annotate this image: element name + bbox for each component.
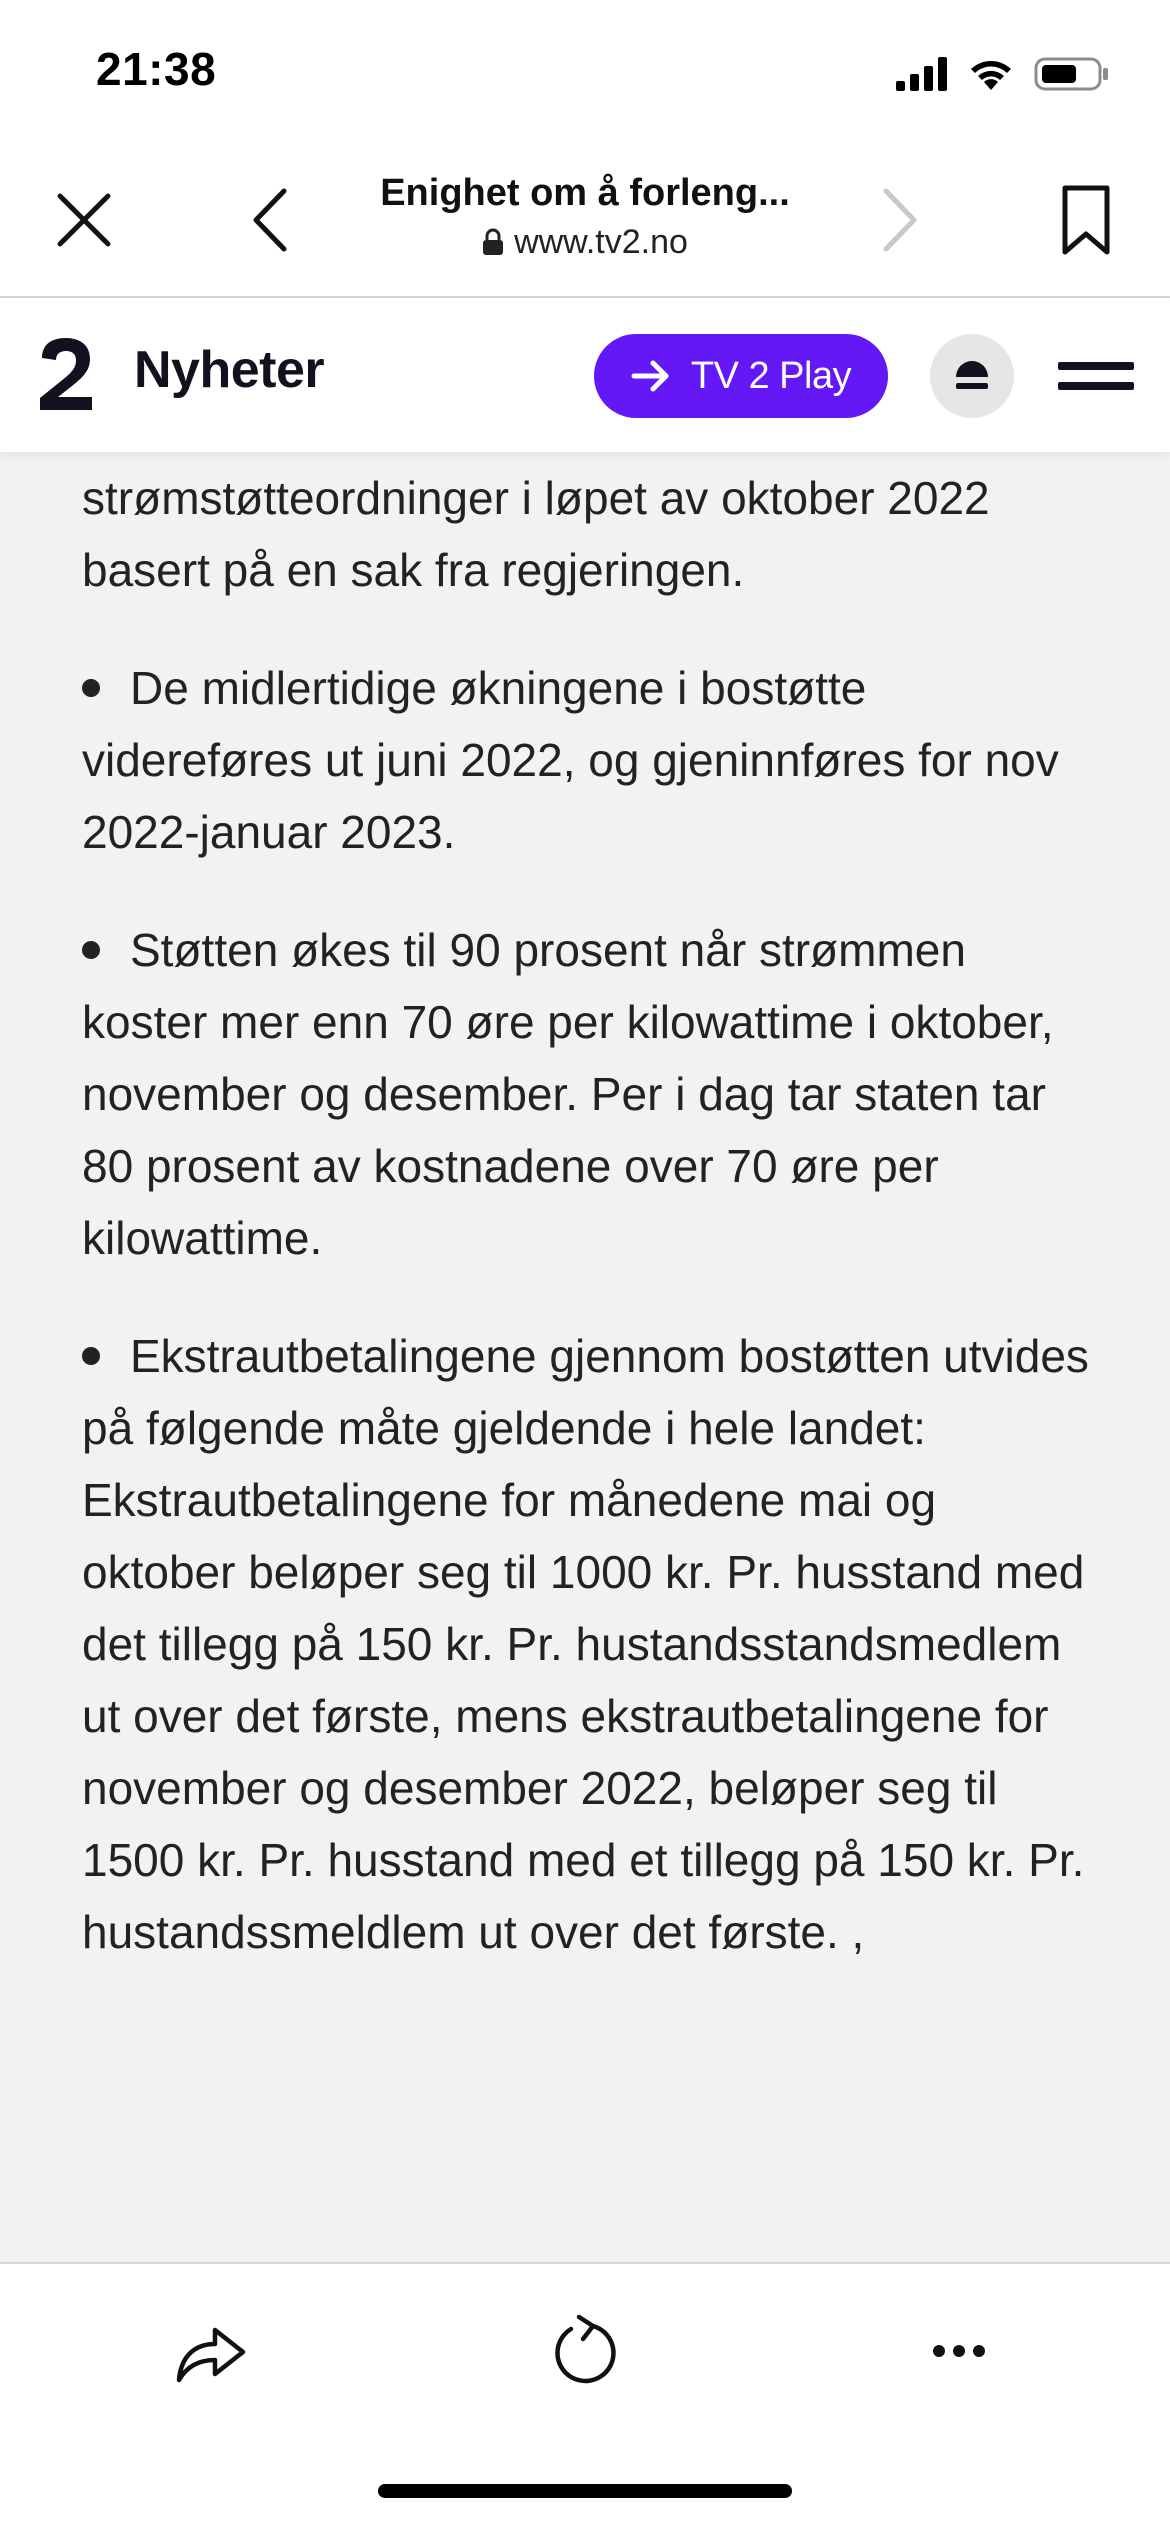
paragraph-text: De midlertidige økningene i bostøtte videreføres ut juni 2022, og gjeninnføres for nov 2022-januar 2023. xyxy=(82,662,1059,858)
article-bullet-item xyxy=(82,652,1092,868)
menu-icon-bar xyxy=(1058,382,1134,390)
tv2-play-button[interactable] xyxy=(594,334,888,418)
article-bullet-item xyxy=(82,914,1092,1274)
menu-button[interactable] xyxy=(1058,352,1134,400)
profile-button[interactable] xyxy=(930,334,1014,418)
status-time: 21:38 xyxy=(96,43,217,95)
bookmark-button[interactable] xyxy=(1046,180,1126,260)
share-icon xyxy=(173,2316,249,2386)
article-bullet-item xyxy=(82,1320,1092,1968)
forward-button[interactable] xyxy=(860,180,940,260)
share-button[interactable] xyxy=(166,2306,256,2396)
battery-icon xyxy=(1034,56,1110,92)
reload-button[interactable] xyxy=(540,2306,630,2396)
page-url xyxy=(320,220,850,264)
address-bar[interactable] xyxy=(320,168,850,264)
forward-icon xyxy=(878,185,922,255)
wifi-icon xyxy=(966,56,1016,92)
browser-toolbar xyxy=(0,148,1170,298)
paragraph-text: Støtten økes til 90 prosent når strømmen koster mer enn 70 øre per kilowattime i oktober, november og desember. Per i dag tar staten tar 80 prosent av kostnadene over 70 øre per kilowattime. xyxy=(82,924,1054,1264)
close-button[interactable] xyxy=(44,180,124,260)
bullet-icon xyxy=(82,941,100,959)
bookmark-icon xyxy=(1061,184,1111,256)
arrow-right-icon xyxy=(631,358,671,394)
more-options-button[interactable] xyxy=(914,2306,1004,2396)
close-icon xyxy=(54,190,114,250)
profile-icon xyxy=(949,353,995,399)
site-section-title[interactable]: Nyheter xyxy=(134,341,325,399)
bullet-icon xyxy=(82,679,100,697)
tv2-play-label: TV 2 Play xyxy=(690,354,852,397)
tv2-logo[interactable] xyxy=(34,334,98,414)
menu-icon xyxy=(1058,362,1134,370)
back-button[interactable] xyxy=(230,180,310,260)
status-icons xyxy=(896,54,1110,94)
status-bar xyxy=(0,0,1170,148)
more-icon xyxy=(931,2343,987,2359)
url-text: www.tv2.no xyxy=(514,223,688,261)
article-body xyxy=(82,390,1092,2014)
page-title: Enighet om å forleng... xyxy=(380,172,790,214)
bullet-icon xyxy=(82,1347,100,1365)
cellular-signal-icon xyxy=(896,57,948,91)
paragraph-text: Ekstrautbetalingene gjennom bostøtten utvides på følgende måte gjeldende i hele landet: Ekstrautbetalingene for månedene mai og oktober beløper seg til 1000 kr. Pr. husstand med det tillegg på 150 kr. Pr. hustandsstandsmedlem ut over det første, mens ekstrautbetalingene for november og desember 2022, beløper seg til 1500 kr. Pr. husstand med et tillegg på 150 kr. Pr. hustandssmeldlem ut over det første. , xyxy=(82,1330,1089,1958)
home-indicator[interactable] xyxy=(378,2484,792,2498)
site-header xyxy=(0,298,1170,452)
back-icon xyxy=(248,185,292,255)
lock-icon xyxy=(482,228,504,256)
reload-icon xyxy=(549,2313,621,2389)
paragraph-text: strømstøtteordninger i løpet av oktober 2022 basert på en sak fra regjeringen. xyxy=(82,472,990,596)
